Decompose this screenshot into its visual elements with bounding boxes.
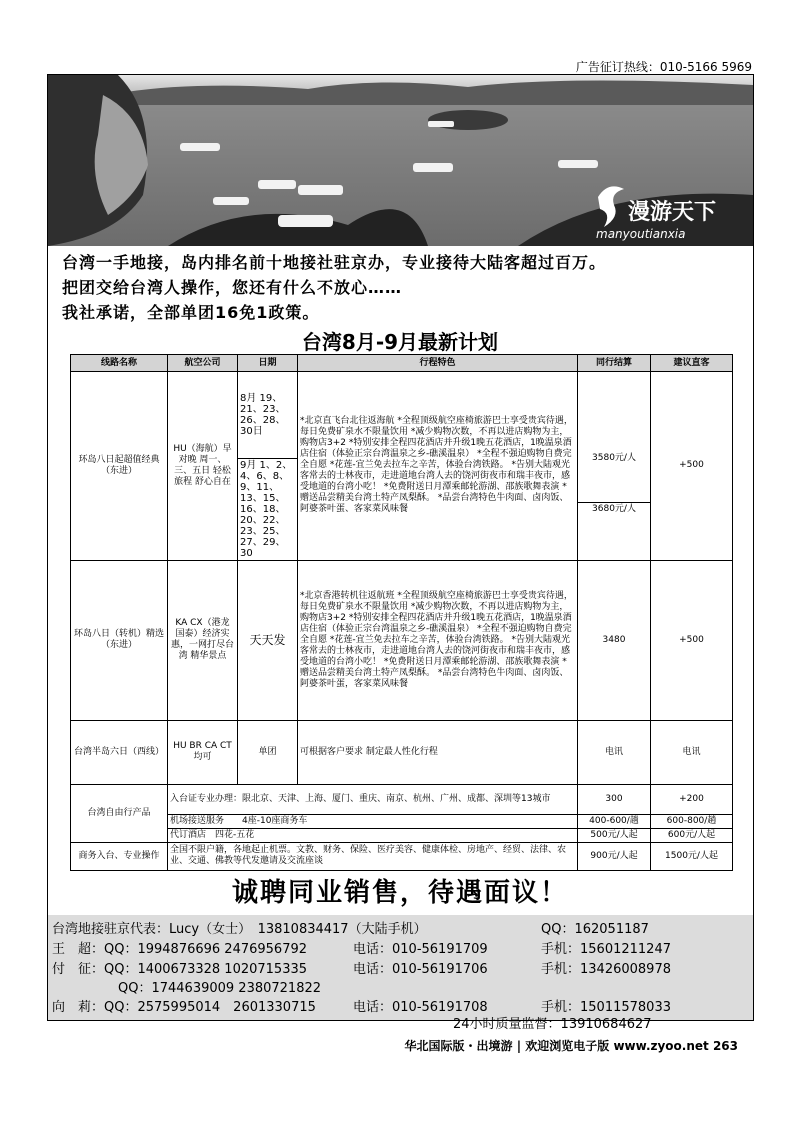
table-row xyxy=(71,784,733,814)
contact-wang-mobile: 手机：15601211247 xyxy=(541,942,671,957)
route-date: 天天发 xyxy=(238,560,298,720)
business-peer: 900元/人起 xyxy=(578,842,651,870)
contact-xiang-phone: 电话：010-56191708 xyxy=(353,1000,488,1015)
table-row xyxy=(71,720,733,784)
logo-cn: 漫游天下 xyxy=(628,200,717,225)
route-direct: +500 xyxy=(651,372,733,561)
free-item-direct: 600元/人起 xyxy=(651,828,733,842)
header-date: 日期 xyxy=(238,355,298,372)
free-travel-name: 台湾自由行产品 xyxy=(71,784,168,842)
free-item: 入台证专业办理：限北京、天津、上海、厦门、重庆、南京、杭州、广州、成都、深圳等13城市 xyxy=(168,784,578,814)
route-peer-aug: 3580元/人 xyxy=(578,416,650,502)
itinerary-table xyxy=(70,354,733,871)
header-direct-price: 建议直客 xyxy=(651,355,733,372)
ad-hotline: 广告征订热线：010-5166 5969 xyxy=(575,60,752,74)
table-row xyxy=(71,814,733,828)
intro-line-1: 台湾一手地接，岛内排名前十地接社驻京办，专业接待大陆客超过百万。 xyxy=(62,253,607,272)
route-peer: 电讯 xyxy=(578,720,651,784)
route-features: *北京香港转机往返航班 *全程顶级航空座椅旅游巴士享受贵宾待遇，每日免费矿泉水不限量饮用 *减少购物次数，不再以进店购物为主，购物店3+2 *特别安排全程四花酒店并升级1晚五花酒店，1晚温泉酒店住宿（体验正宗台湾温泉之乡-礁溪温泉） *全程不强迫购物自费完全自愿 *花莲-宜兰免去拉车之辛苦，体验台湾铁路。 *告别大陆观光客常去的士林夜市，走进道地台湾人去的饶河街夜市和瑞丰夜市，感受地道的台湾小吃！ *免费附送日月潭乘邮轮游湖、邵族歌舞表演 *赠送品尝精美台湾土特产凤梨酥。 *品尝台湾特色牛肉面、卤肉饭、阿婆茶叶蛋，客家菜风味餐 xyxy=(298,560,578,720)
route-name: 环岛八日起超值经典（东进） xyxy=(71,372,168,561)
logo-en: manyoutianxia xyxy=(596,227,686,241)
route-features: 可根据客户要求 制定最人性化行程 xyxy=(298,720,578,784)
free-item: 机场接送服务 4座-10座商务车 xyxy=(168,814,578,828)
plan-title: 台湾8月-9月最新计划 xyxy=(301,330,499,354)
route-airline: HU BR CA CT 均可 xyxy=(168,720,238,784)
free-item-peer: 300 xyxy=(578,784,651,814)
business-name: 商务入台、专业操作 xyxy=(71,842,168,870)
contact-xiang-qq: 向 莉：QQ：2575995014 2601330715 xyxy=(52,1000,316,1015)
route-peer-sep: 3680元/人 xyxy=(592,503,636,514)
header-peer-price: 同行结算 xyxy=(578,355,651,372)
route-date-aug: 8月 19、21、23、26、28、30日 xyxy=(238,372,297,458)
table-row xyxy=(71,372,733,561)
free-item: 代订酒店 四花-五花 xyxy=(168,828,578,842)
route-direct: 电讯 xyxy=(651,720,733,784)
table-row xyxy=(71,842,733,870)
contact-supervision: 24小时质量监督：13910684627 xyxy=(453,1017,652,1032)
route-name: 环岛八日（转机）精选（东进） xyxy=(71,560,168,720)
contact-panel xyxy=(48,915,753,1032)
table-row xyxy=(71,828,733,842)
free-item-direct: 600-800/趟 xyxy=(651,814,733,828)
table-row xyxy=(71,560,733,720)
manyoutianxia-logo xyxy=(590,175,750,245)
free-item-peer: 400-600/趟 xyxy=(578,814,651,828)
free-item-peer: 500元/人起 xyxy=(578,828,651,842)
route-name: 台湾半岛六日（西线） xyxy=(71,720,168,784)
contact-wang-phone: 电话：010-56191709 xyxy=(353,942,488,957)
header-features: 行程特色 xyxy=(298,355,578,372)
route-direct: +500 xyxy=(651,560,733,720)
intro-line-3: 我社承诺，全部单团16免1政策。 xyxy=(62,303,320,322)
route-features: *北京直飞台北往返海航 *全程顶级航空座椅旅游巴士享受贵宾待遇，每日免费矿泉水不限量饮用 *减少购物次数，不再以进店购物为主，购物店3+2 *特别安排全程四花酒店并升级1晚五花酒店，1晚温泉酒店住宿（体验正宗台湾温泉之乡-礁溪温泉） *全程不强迫购物自费完全自愿 *花莲-宜兰免去拉车之辛苦，体验台湾铁路。 *告别大陆观光客常去的士林夜市，走进道地台湾人去的饶河街夜市和瑞丰夜市，感受地道的台湾小吃！ *免费附送日月潭乘邮轮游湖、邵族歌舞表演 *赠送品尝精美台湾土特产凤梨酥。 *品尝台湾特色牛肉面、卤肉饭、阿婆茶叶蛋、客家菜风味餐 xyxy=(298,372,578,561)
header-route: 线路名称 xyxy=(71,355,168,372)
contact-rep: 台湾地接驻京代表：Lucy（女士） 13810834417（大陆手机） xyxy=(52,922,427,937)
free-item-direct: +200 xyxy=(651,784,733,814)
contact-fu-phone: 电话：010-56191706 xyxy=(353,962,488,977)
contact-xiang-mobile: 手机：15011578033 xyxy=(541,1000,671,1015)
route-date-sep: 9月 1、2、4、6、8、9、11、13、15、16、18、20、22、23、25、27、29、30 xyxy=(240,459,293,559)
contact-fu-qq: 付 征：QQ：1400673328 1020715335 xyxy=(52,962,308,977)
business-direct: 1500元/人起 xyxy=(651,842,733,870)
contact-fu-mobile: 手机：13426008978 xyxy=(541,962,671,977)
contact-fu-qq-2: QQ：1744639009 2380721822 xyxy=(118,981,322,996)
business-text: 全国不限户籍，各地起止机票。文教、财务、保险、医疗美容、健康体检、房地产、经贸、法律、农业、交通、佛教等代发邀请及交流座谈 xyxy=(168,842,578,870)
recruit-banner: 诚聘同业销售，待遇面议！ xyxy=(231,878,568,908)
contact-wang-qq: 王 超：QQ：1994876696 2476956792 xyxy=(52,942,308,957)
table-header-row xyxy=(71,355,733,372)
route-airline: KA CX（港龙 国泰）经济实惠，一网打尽台湾 精华景点 xyxy=(168,560,238,720)
contact-rep-qq: QQ：162051187 xyxy=(541,922,649,937)
page-footer: 华北国际版・出境游 | 欢迎浏览电子版 www.zyoo.net 263 xyxy=(404,1039,738,1053)
intro-line-2: 把团交给台湾人操作，您还有什么不放心…… xyxy=(62,278,403,297)
route-peer: 3480 xyxy=(578,560,651,720)
route-date: 单团 xyxy=(238,720,298,784)
route-airline: HU（海航）早对晚 周一、三、五日 轻松旅程 舒心自在 xyxy=(168,372,238,561)
header-airline: 航空公司 xyxy=(168,355,238,372)
